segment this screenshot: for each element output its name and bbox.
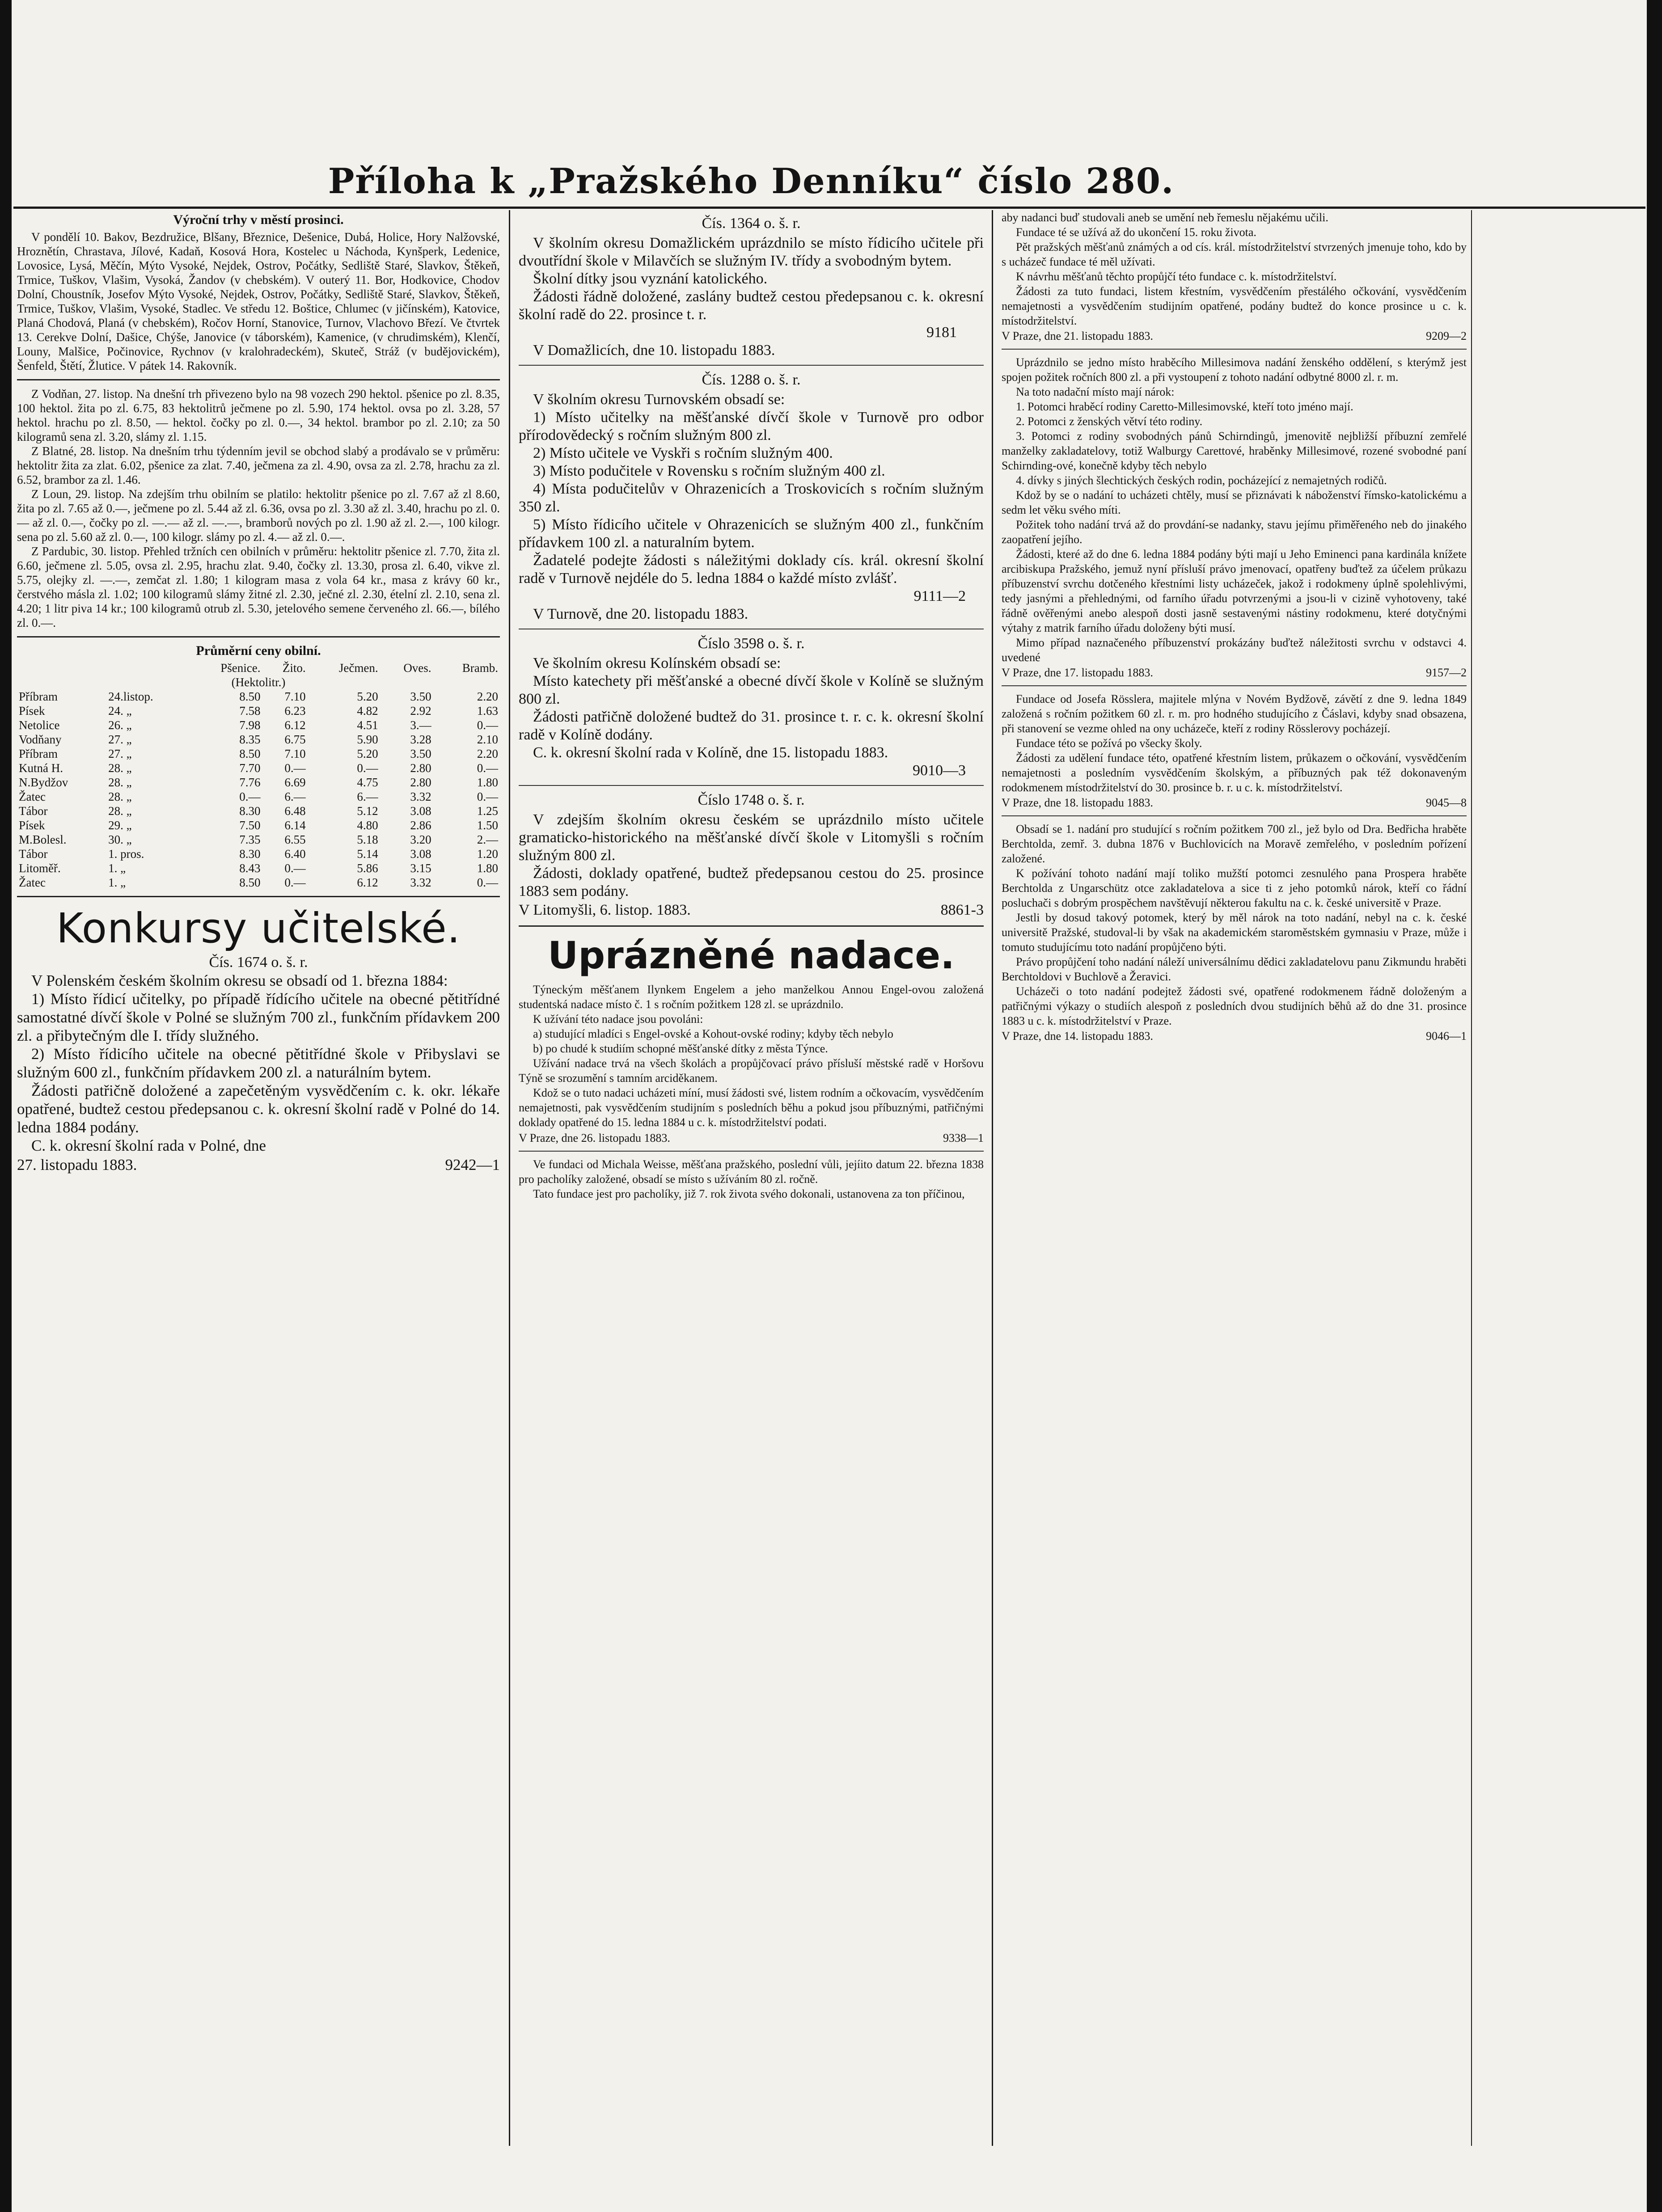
divider: [519, 925, 984, 927]
table-cell: 1.25: [477, 804, 498, 818]
table-cell: 0.—: [284, 861, 306, 875]
table-cell: 24.listop.: [108, 690, 153, 703]
table-cell: 6.12: [357, 876, 378, 889]
table-row: [17, 775, 500, 789]
table-cell: 5.86: [357, 861, 378, 875]
table-cell: 1. „: [108, 861, 126, 875]
table-cell: 8.50: [239, 747, 261, 760]
table-cell: 1. „: [108, 876, 126, 889]
table-cell: 7.70: [239, 761, 261, 775]
notice-paragraph: Obsadí se 1. nadání pro studující s ročním požitkem 700 zl., jež bylo od Dra. Bedřicha hraběte Berchtolda, zemř. 3. dubna 1876 v Buchlovicích na Moravě zemřelého, v posledním pořízení založené.: [1002, 823, 1467, 865]
table-cell: 3.50: [410, 747, 431, 760]
column-1: [17, 210, 500, 1174]
notice-number: Čís. 1288 o. š. r.: [702, 371, 801, 388]
table-cell: 3.32: [410, 876, 431, 889]
table-cell: Litoměř.: [19, 861, 61, 875]
notice-paragraph: Na toto nadační místo mají nárok:: [1016, 385, 1175, 398]
table-cell: Žatec: [19, 876, 46, 889]
page-edge-left: [0, 0, 12, 2212]
notice-paragraph: C. k. okresní školní rada v Kolíně, dne 15. listopadu 1883.: [533, 744, 888, 761]
table-cell: 0.—: [284, 761, 306, 775]
fairs-title: Výroční trhy v městí prosinci.: [173, 212, 344, 227]
table-row: [17, 689, 500, 704]
market-report: Z Pardubic, 30. listop. Přehled tržních cen obilních v průměru: hektolitr pšenice zl. 7.70, žita zl. 6.60, ječmene zl. 5.05, ovsa zl. 2.95, hrachu zlat. 9.40, čočky zl. 13.30, prosa zl. 6.40, vikve zl. 5.75, olejky zl. —.—, zemčat zl. 1.80; 1 kilogram masa z vola 64 kr., masa z krávy 60 kr., čerstvého másla zl. 1.02; 100 kilogramů slámy žitné zl. 2.30, ječné zl. 2.30, ételní zl. 2.10, sena zl. 4.20; 1 litr piva 14 kr.; 100 kilogramů otrub zl. 5.30, jetelového semene červeného zl. 66.—, bílého zl. 0.—.: [17, 545, 500, 629]
notice-paragraph: Kdož se o tuto nadaci ucházeti míní, musí žádosti své, listem rodním a očkovacím, vysvědčením nemajetnosti, pak vysvědčením studijním s posledních běhu a pokud jsou příbuznými, patřičnými doklady opatřené do 15. ledna 1884 u c. k. místodržitelství podati.: [519, 1086, 984, 1129]
table-cell: 8.35: [239, 733, 261, 746]
table-cell: 2.92: [410, 704, 431, 718]
table-row: [17, 804, 500, 818]
notice-paragraph: 1) Místo učitelky na měšťanské dívčí škole v Turnově pro odbor přírodovědecký s ročním služným 800 zl.: [519, 409, 984, 443]
notice-paragraph: Jestli by dosud takový potomek, který by měl nárok na toto nadání, nebyl na c. k. české universitě Pražské, studoval-li by však na akademickém staroměstském gymnasiu v Praze, může i tomuto studujícímu toto nadání propůjčeno býti.: [1002, 911, 1467, 954]
notice-paragraph: Mimo případ naznačeného příbuzenství prokázány buďtež náležitosti svrchu v odstavci 4. uvedené: [1002, 636, 1467, 664]
notice-signature: [519, 1131, 984, 1145]
notice-signature: [519, 901, 984, 919]
table-cell: 6.14: [284, 819, 306, 832]
table-cell: N.Bydžov: [19, 776, 68, 789]
table-cell: 1.80: [477, 861, 498, 875]
notice-date: V Praze, dne 14. listopadu 1883.: [1002, 1030, 1153, 1043]
table-cell: 2.10: [477, 733, 498, 746]
divider: [519, 1151, 984, 1152]
notice-signature: [17, 1156, 500, 1174]
notice-paragraph: Ve fundaci od Michala Weisse, měšťana pražského, poslední vůli, jejíito datum 22. března 1838 pro pacholíky založené, obsadí se místo s užíváním 80 zl. ročně.: [519, 1158, 984, 1186]
table-cell: 3.32: [410, 790, 431, 803]
notice-signature: [1002, 1029, 1467, 1043]
table-cell: 29. „: [108, 819, 132, 832]
column-divider-1: [509, 210, 510, 2146]
prices-title: Průměrní ceny obilní.: [196, 643, 321, 658]
notice-paragraph: K užívání této nadace jsou povoláni:: [533, 1013, 703, 1026]
table-cell: 27. „: [108, 747, 132, 760]
notice-paragraph: 3. Potomci z rodiny svobodných pánů Schirndingů, jmenovitě nejbližší příbuzní zemřelé manželky zakladatelovy, totiž Walburgy Carettové, hraběnky Millesimové, rozené svobodné paní Schirnding-ové, konečně kdyby těch nebylo: [1002, 430, 1467, 472]
column-header: Bramb.: [462, 661, 498, 675]
notice-paragraph: Fundace té se užívá až do ukončení 15. roku života.: [1016, 226, 1256, 239]
table-cell: 8.50: [239, 690, 261, 703]
table-cell: 0.—: [477, 876, 498, 889]
notice-paragraph: 2) Místo řídicího učitele na obecné pětitřídné škole v Přibyslavi se služným 600 zl., funkčním přídavkem 200 zl. a naturálním bytem.: [17, 1045, 500, 1081]
notice-paragraph: aby nadanci buď studovali aneb se umění neb řemeslu nějakému učili.: [1002, 211, 1328, 224]
notice-code: 9209—2: [1426, 329, 1467, 342]
table-cell: 6.48: [284, 804, 306, 818]
table-cell: 2.20: [477, 747, 498, 760]
table-cell: 5.20: [357, 690, 378, 703]
table-cell: 5.90: [357, 733, 378, 746]
table-cell: 6.55: [284, 833, 306, 846]
table-row: [17, 818, 500, 832]
notice-number: Číslo 3598 o. š. r.: [698, 635, 805, 652]
notice-paragraph: 1) Místo řídicí učitelky, po případě řídícího učitele na obecné pětitřídné samostatné dívčí škole v Polné se služným 700 zl., funkčním přídavkem 200 zl. a přibytečným dle I. třídy služného.: [17, 990, 500, 1044]
table-cell: 1.20: [477, 847, 498, 861]
notice-paragraph: K požívání tohoto nadání mají toliko mužští potomci zesnulého pana Prospera hraběte Berchtolda z Ungarschütz otce zakladatelova a sice ti z jeho potomků nárok, kteří co řádní posluchači s dobrým prospěchem navštěvují některou fakultu na c. k. české universitě v Praze.: [1002, 867, 1467, 909]
notice-signature: [1002, 329, 1467, 343]
notice-paragraph: Ucházeči o toto nadání podejtež žádosti své, opatřené rodokmenem řádně doloženým a patřičnými výkazy o studiích alespoň z posledních dvou studijních běhů až do dne 31. prosince 1883 u c. k. místodržitelství v Praze.: [1002, 985, 1467, 1027]
table-cell: 2.—: [477, 833, 498, 846]
table-row: [17, 789, 500, 804]
table-row: [17, 875, 500, 890]
notice-code: 8861-3: [940, 902, 984, 918]
table-cell: 4.80: [357, 819, 378, 832]
table-cell: 4.51: [357, 718, 378, 732]
notice-paragraph: K návrhu měšťanů těchto propůjčí této fundace c. k. místodržitelství.: [1016, 270, 1337, 283]
table-cell: 28. „: [108, 804, 132, 818]
notice-paragraph: V Polenském českém školním okresu se obsadí od 1. března 1884:: [31, 972, 448, 989]
table-cell: 1. pros.: [108, 847, 144, 861]
page-title: Příloha k „Pražského Denníku“ číslo 280.: [328, 161, 1175, 202]
table-cell: 5.18: [357, 833, 378, 846]
notice-number: Čís. 1674 o. š. r.: [209, 954, 308, 971]
table-cell: 1.50: [477, 819, 498, 832]
column-header: Pšenice.: [220, 661, 261, 675]
notice-paragraph: V zdejším školním okresu českém se uprázdnilo místo učitele gramaticko-historického na měšťanské dívčí škole v Litomyšli s ročním služným 800 zl.: [519, 811, 984, 864]
nadace-title: Uprázněné nadace.: [547, 933, 955, 977]
notice-code: 9111—2: [913, 588, 966, 604]
notice-date: 27. listopadu 1883.: [17, 1156, 137, 1174]
notice-paragraph: Žádosti patřičně doložené a zapečetěným vysvědčením c. k. okr. lékaře opatřené, budtež cestou předepsanou c. k. okresní školní radě v Polné do 14. ledna 1884 podány.: [17, 1082, 500, 1136]
column-header: Oves.: [403, 661, 431, 675]
notice-code: 9157—2: [1426, 666, 1467, 679]
divider: [519, 365, 984, 366]
notice-paragraph: a) studující mladíci s Engel-ovské a Kohout-ovské rodiny; kdyby těch nebylo: [533, 1027, 893, 1040]
divider: [1002, 349, 1467, 350]
table-cell: 1.63: [477, 704, 498, 718]
table-cell: 7.35: [239, 833, 261, 846]
table-cell: 3.15: [410, 861, 431, 875]
table-cell: Tábor: [19, 804, 48, 818]
market-report: Z Vodňan, 27. listop. Na dnešní trh přivezeno bylo na 98 vozech 290 hektol. pšenice po zl. 8.35, 100 hektol. žita po zl. 6.75, 83 hektolitrů ječmene po zl. 5.90, 174 hektol. ovsa po zl. 3.28, 57 hektol. hrachu po zl. 8.50, — hektol. čočky po zl. 0.—, 34 hektol. brambor po zl. 2.10; za 50 kilogramů sena zl. 3.20, slámy zl. 1.15.: [17, 387, 500, 443]
prices-unit: (Hektolitr.): [231, 675, 286, 689]
table-cell: 7.76: [239, 776, 261, 789]
column-header: Žito.: [282, 661, 306, 675]
table-cell: 7.10: [284, 747, 306, 760]
divider: [1002, 685, 1467, 686]
notice-paragraph: Žádosti, které až do dne 6. ledna 1884 podány býti mají u Jeho Eminenci pana kardinála knížete arcibiskupa Pražského, jemuž nyní přísluší právo jmenovací, opatřeny buďtež za účelem průkazu příbuzenství svrchu dotčeného křestními listy ucházeček, jakož i rodokmeny úplně spolehlivými, tedy jasnými a přehlednými, od farního úřadu potvrzenými a jsou-li v cizině vyhotoveny, také řádně ověřenými anebo alespoň dosti jasně sestavenými nástiny rodokmenu, které dotyčnými výtahy z matrik farního úřadu doloženy býti musí.: [1002, 548, 1467, 634]
notice-paragraph: Fundace této se požívá po všecky školy.: [1016, 737, 1202, 750]
notice-paragraph: V školním okresu Domažlickém uprázdnilo se místo řídicího učitele při dvoutřídní škole v Milavčích se služným IV. třídy a svobodným bytem.: [519, 235, 984, 269]
table-cell: 8.30: [239, 847, 261, 861]
notice-date: V Praze, dne 18. listopadu 1883.: [1002, 796, 1153, 809]
notice-code: 9046—1: [1426, 1030, 1467, 1043]
table-cell: 7.10: [284, 690, 306, 703]
table-cell: 3.28: [410, 733, 431, 746]
prices-header-row: [17, 661, 500, 675]
table-row: [17, 832, 500, 847]
table-cell: Žatec: [19, 790, 46, 803]
table-cell: 0.—: [239, 790, 261, 803]
table-cell: 6.75: [284, 733, 306, 746]
notice-number: Čís. 1364 o. š. r.: [702, 215, 801, 232]
table-cell: Vodňany: [19, 733, 62, 746]
notice-paragraph: Žádosti za tuto fundaci, listem křestním, vysvědčením přestálého očkování, vysvědčením nemajetnosti a vysvědčením studijním opatřené, podány budtež do konce prosince u c. k. místodržitelství.: [1002, 285, 1467, 327]
table-cell: 7.50: [239, 819, 261, 832]
divider: [519, 785, 984, 786]
table-cell: 8.50: [239, 876, 261, 889]
notice-paragraph: Žádosti patřičně doložené budtež do 31. prosince t. r. c. k. okresní školní radě v Kolíně dodány.: [519, 709, 984, 743]
table-cell: 6.69: [284, 776, 306, 789]
notice-paragraph: Místo katechety při měšťanské a obecné dívčí škole v Kolíně se služným 800 zl.: [519, 673, 984, 707]
market-report: Z Loun, 29. listop. Na zdejším trhu obilním se platilo: hektolitr pšenice po zl. 7.67 až zl 8.60, žita po zl. 7.65 až 0.—, ječmene po zl. 5.44 až zl. 6.36, ovsa po zl. 3.30 až zl. 3.40, hrachu po zl. 0.— až zl. 0.—, čočky po zl. —.— až zl. —.—, bramborů nových po zl. 1.90 až zl. 2.—, 100 kilogr. sena po zl. 5.60 až zl. 0.—, 100 kilogr. slámy po zl. 4.— až zl. 0.—.: [17, 487, 500, 544]
table-cell: Příbram: [19, 690, 58, 703]
table-cell: 3.50: [410, 690, 431, 703]
notice-paragraph: 2. Potomci z ženských větví této rodiny.: [1016, 415, 1203, 428]
table-cell: 6.23: [284, 704, 306, 718]
prices-table: [17, 661, 500, 890]
table-cell: 28. „: [108, 790, 132, 803]
notice-paragraph: Pět pražských měšťanů známých a od cís. král. místodržitelství stvrzených jmenuje toho, kdo by s ucházeč fundace té měl užívati.: [1002, 241, 1467, 268]
notice-paragraph: Žádosti za udělení fundace této, opatřené křestním listem, průkazem o očkování, vysvědčením nemajetnosti a posledním vysvědčením školským, a příbuzných pak též dokonaveným rodokmenem místodržitelství do 30. prosince b. r. u c. k. místodržitelství.: [1002, 751, 1467, 794]
table-cell: M.Bolesl.: [19, 833, 67, 846]
notice-paragraph: C. k. okresní školní rada v Polné, dne: [31, 1137, 266, 1154]
table-cell: 0.—: [284, 876, 306, 889]
table-cell: 0.—: [477, 718, 498, 732]
table-row: [17, 847, 500, 861]
table-cell: 5.12: [357, 804, 378, 818]
table-cell: Příbram: [19, 747, 58, 760]
table-cell: 0.—: [357, 761, 378, 775]
column-divider-2: [992, 210, 993, 2146]
page-edge-right: [1647, 0, 1662, 2212]
notice-paragraph: Žadatelé podejte žádosti s náležitými doklady cís. král. okresní školní radě v Turnově nejdéle do 5. ledna 1884 o každé místo zvlášť.: [519, 552, 984, 587]
divider: [17, 896, 500, 897]
table-cell: 2.80: [410, 776, 431, 789]
table-cell: 2.86: [410, 819, 431, 832]
column-divider-3: [1471, 210, 1472, 2146]
notice-signature: [1002, 666, 1467, 680]
table-cell: 4.75: [357, 776, 378, 789]
table-cell: 6.—: [357, 790, 378, 803]
table-cell: 6.12: [284, 718, 306, 732]
notice-code: 9338—1: [943, 1131, 984, 1144]
table-cell: Kutná H.: [19, 761, 63, 775]
table-cell: 6.—: [284, 790, 306, 803]
table-cell: 4.82: [357, 704, 378, 718]
konkursy-title: Konkursy učitelské.: [56, 904, 461, 952]
notice-date: V Praze, dne 21. listopadu 1883.: [1002, 329, 1153, 342]
notice-paragraph: Kdož by se o nadání to ucházeti chtěly, musí se přiznávati k náboženství římsko-katolickému a sedm let věku svého míti.: [1002, 489, 1467, 516]
notice-paragraph: 4. dívky s jiných šlechtických českých rodin, pocházející z nemajetných rodičů.: [1016, 474, 1387, 487]
table-cell: 7.98: [239, 718, 261, 732]
header-rule: [13, 207, 1645, 209]
table-cell: 2.80: [410, 761, 431, 775]
notice-paragraph: Školní dítky jsou vyznání katolického.: [533, 270, 768, 287]
notice-date: V Domažlicích, dne 10. listopadu 1883.: [533, 342, 775, 359]
table-cell: 3.—: [410, 718, 431, 732]
divider: [17, 636, 500, 637]
notice-code: 9181: [926, 324, 957, 341]
notice-paragraph: 1. Potomci hraběcí rodiny Caretto-Millesimovské, kteří toto jméno mají.: [1016, 400, 1353, 413]
table-cell: 3.08: [410, 847, 431, 861]
notice-paragraph: V školním okresu Turnovském obsadí se:: [533, 391, 785, 408]
notice-date: V Praze, dne 17. listopadu 1883.: [1002, 666, 1153, 679]
table-cell: 2.20: [477, 690, 498, 703]
divider: [1002, 815, 1467, 816]
table-cell: Písek: [19, 819, 45, 832]
notice-paragraph: Týneckým měšťanem Ilynkem Engelem a jeho manželkou Annou Engel-ovou založená studentská nadace místo č. 1 s ročním požitkem 128 zl. se uprázdnilo.: [519, 983, 984, 1011]
notice-paragraph: Právo propůjčení toho nadání náleží universálnímu dědici zakladatelovu panu Zikmundu hraběti Berchtoldovi v Buchlově a Žeravici.: [1002, 955, 1467, 983]
notice-paragraph: 3) Místo podučitele v Rovensku s ročním služným 400 zl.: [533, 463, 885, 479]
table-row: [17, 718, 500, 732]
fairs-text: V pondělí 10. Bakov, Bezdružice, Blšany, Březnice, Dešenice, Dubá, Holice, Hory Nalžovské, Hroznětín, Chrastava, Jílové, Kadaň, Kosová Hora, Kostelec u Náchoda, Kynšperk, Ledenice, Lovosice, Lysá, Měčín, Mýto Vysoké, Nejdek, Ostrov, Počátky, Sedliště Staré, Slavkov, Štěkeň, Trmice, Tuškov, Vlašim, Vysoká, Žandov (v chebském). V outerý 11. Bor, Hodkovice, Chodov Dolní, Choustník, Josefov Mýto Vysoké, Nejdek, Ostrov, Počátky, Sedliště Staré, Slavkov, Štěkeň, Trmice, Tuškov, Vlašim, Vysoké, Stadlec. Ve středu 12. Boštice, Chlumec (v jičínském), Katovice, Planá Chodová, Planá (v chebském), Ročov Horní, Stanovice, Turnov, Vlachovo Březí. Ve čtvrtek 13. Cerekve Dolní, Dašice, Chýše, Janovice (v táborském), Kamenice, (v chrudimském), Klenčí, Louny, Malšice, Počinovice, Rychnov (v kralohradeckém), Skuteč, Stráž (v budějovickém), Šenfeld, Štětí, Žlutice. V pátek 14. Rakovník.: [17, 230, 500, 372]
notice-code: 9045—8: [1426, 796, 1467, 809]
notice-date: V Turnově, dne 20. listopadu 1883.: [533, 606, 749, 622]
notice-paragraph: Požitek toho nadání trvá až do provdání-se nadanky, stavu jejímu přiměřeného neb do jinakého zaopatření jejího.: [1002, 518, 1467, 546]
notice-paragraph: Ve školním okresu Kolínském obsadí se:: [533, 655, 781, 671]
table-cell: 8.43: [239, 861, 261, 875]
table-cell: 1.80: [477, 776, 498, 789]
table-row: [17, 704, 500, 718]
table-cell: 7.58: [239, 704, 261, 718]
notice-code: 9242—1: [445, 1156, 500, 1174]
table-cell: 28. „: [108, 761, 132, 775]
divider: [17, 379, 500, 380]
table-row: [17, 761, 500, 775]
table-cell: 0.—: [477, 761, 498, 775]
table-cell: 30. „: [108, 833, 132, 846]
table-cell: 6.40: [284, 847, 306, 861]
notice-paragraph: 5) Místo řídicího učitele v Ohrazenicích se služným 400 zl., funkčním přídavkem 100 zl. a naturalním bytem.: [519, 516, 984, 551]
table-cell: 3.20: [410, 833, 431, 846]
notice-paragraph: b) po chudé k studiím schopné měšťanské dítky z města Týnce.: [533, 1042, 828, 1055]
column-3: [1002, 210, 1467, 1043]
table-row: [17, 861, 500, 875]
notice-paragraph: Fundace od Josefa Rösslera, majitele mlýna v Novém Bydžově, závětí z dne 9. ledna 1849 založená s ročním požitkem 60 zl. r. m. pro hodného studujícího z Čáslavi, kdyby snad obsazena, při stanovení se vezme ohled na ony ucházeče, kteří z rodiny Rösslerovy pocházejí.: [1002, 692, 1467, 735]
notice-paragraph: Žádosti řádně doložené, zaslány budtež cestou předepsanou c. k. okresní školní radě do 22. prosince t. r.: [519, 288, 984, 323]
notice-signature: [1002, 796, 1467, 810]
notice-paragraph: Užívání nadace trvá na všech školách a propůjčovací právo přísluší městské radě v Horšovu Týně se srozumění s tamním arciděkanem.: [519, 1057, 984, 1085]
table-cell: 5.14: [357, 847, 378, 861]
table-cell: 8.30: [239, 804, 261, 818]
table-cell: 26. „: [108, 718, 132, 732]
notice-code: 9010—3: [913, 762, 966, 779]
market-report: Z Blatné, 28. listop. Na dnešním trhu týdenním jevil se obchod slabý a prodávalo se v průměru: hektolitr žita za zlat. 6.02, pšenice za zlat. 7.40, ječmena za zl. 4.90, ovsa za zl. 2.78, hrachu za zl. 6.52, brambor za zl. 1.46.: [17, 444, 500, 486]
table-cell: 5.20: [357, 747, 378, 760]
notice-date: V Praze, dne 26. listopadu 1883.: [519, 1131, 670, 1144]
table-cell: Tábor: [19, 847, 48, 861]
column-2: [519, 210, 984, 1201]
notice-paragraph: 2) Místo učitele ve Vyskři s ročním služným 400.: [533, 445, 833, 461]
notice-date: V Litomyšli, 6. listop. 1883.: [519, 902, 691, 918]
column-header: Ječmen.: [338, 661, 378, 675]
notice-paragraph: Uprázdnilo se jedno místo hraběcího Millesimova nadání ženského oddělení, s kterýmž jest spojen požitek ročních 800 zl. a při vystoupení z tohoto nadání odbytné 8000 zl. r. m.: [1002, 356, 1467, 384]
notice-paragraph: Žádosti, doklady opatřené, budtež předepsanou cestou do 25. prosince 1883 sem podány.: [519, 865, 984, 899]
table-cell: 24. „: [108, 704, 132, 718]
notice-number: Číslo 1748 o. š. r.: [698, 792, 805, 808]
table-cell: Netolice: [19, 718, 60, 732]
table-cell: 27. „: [108, 733, 132, 746]
notice-paragraph: Tato fundace jest pro pacholíky, již 7. rok života svého dokonali, ustanovena za ton příčinou,: [533, 1187, 965, 1200]
table-cell: 0.—: [477, 790, 498, 803]
table-row: [17, 732, 500, 747]
table-cell: 3.08: [410, 804, 431, 818]
table-row: [17, 747, 500, 761]
notice-paragraph: 4) Místa podučitelův v Ohrazenicích a Troskovicích s ročním služným 350 zl.: [519, 481, 984, 515]
table-cell: Písek: [19, 704, 45, 718]
table-cell: 28. „: [108, 776, 132, 789]
